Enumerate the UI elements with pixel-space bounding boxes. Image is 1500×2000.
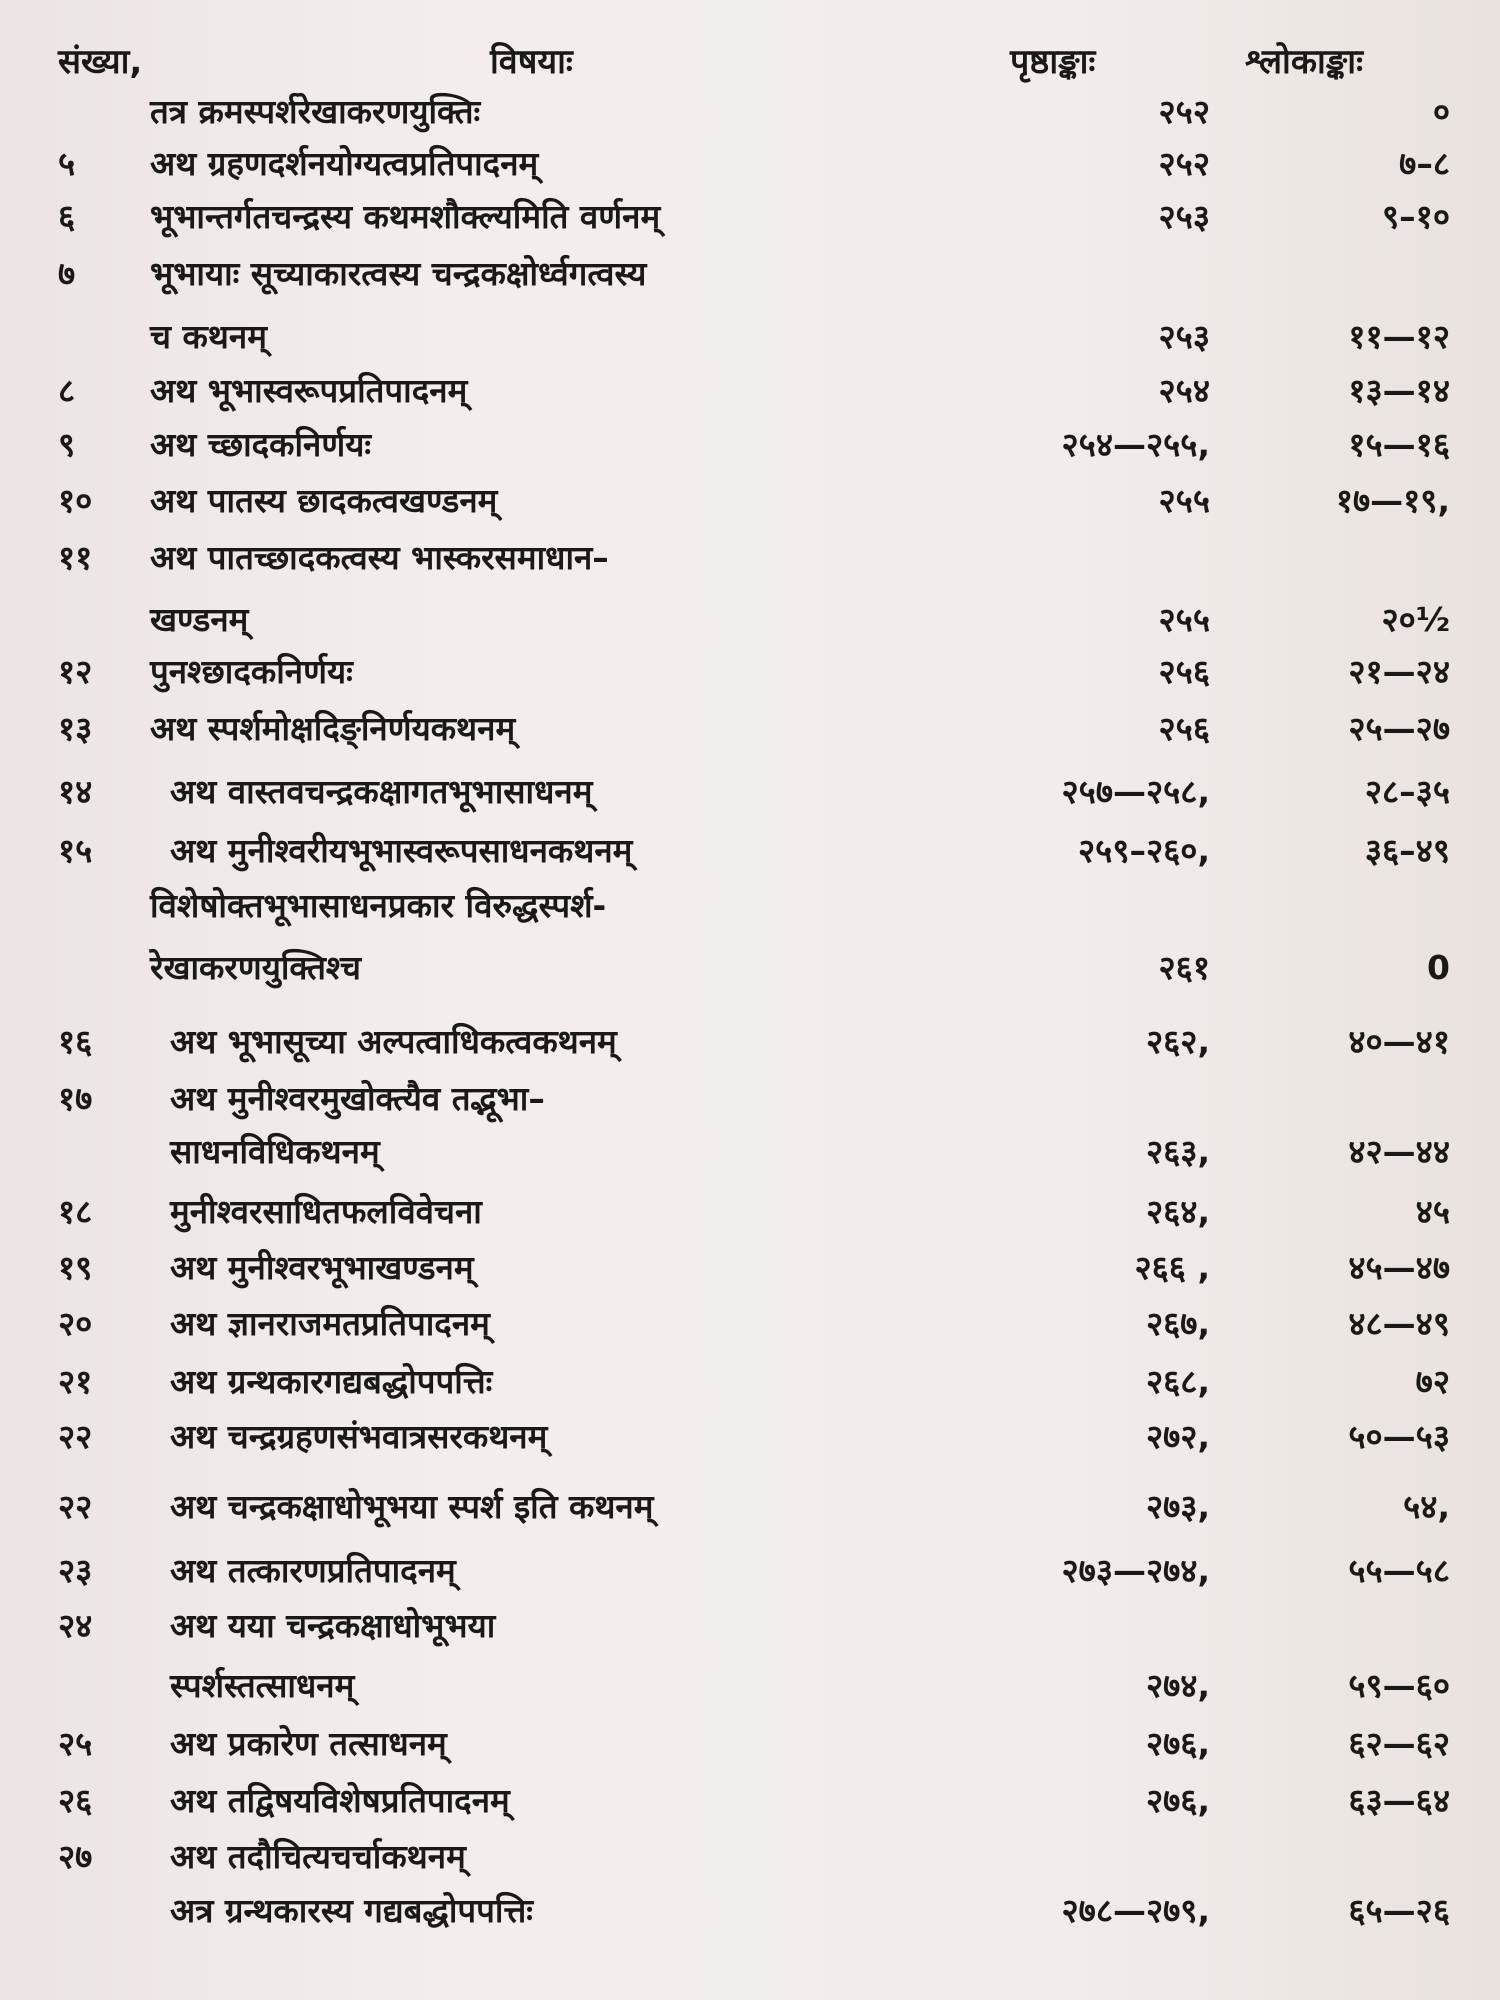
- toc-row: [0, 1300, 1500, 1348]
- entry-number: २२: [58, 1487, 93, 1526]
- entry-page: २५६: [1158, 709, 1210, 748]
- entry-title: अथ तत्कारणप्रतिपादनम्: [170, 1551, 456, 1590]
- entry-title: अथ तदौचित्यचर्चाकथनम्: [170, 1837, 466, 1876]
- entry-page: २७६,: [1145, 1724, 1210, 1763]
- entry-verse: ७–८: [1399, 144, 1450, 183]
- entry-verse: २५—२७: [1348, 709, 1450, 748]
- entry-title: अथ भूभासूच्या अल्पत्वाधिकत्वकथनम्: [170, 1022, 617, 1061]
- toc-row: [0, 1075, 1500, 1123]
- entry-verse: ४८—४९: [1348, 1304, 1450, 1343]
- entry-verse: १३—१४: [1348, 371, 1450, 410]
- entry-number: ७: [58, 254, 76, 293]
- toc-row: [0, 421, 1500, 469]
- entry-verse: ११—१२: [1348, 317, 1450, 356]
- entry-verse: २१—२४: [1348, 652, 1450, 691]
- entry-number: ९: [58, 425, 76, 464]
- entry-verse: ४०—४१: [1348, 1022, 1450, 1061]
- entry-number: २५: [58, 1724, 93, 1763]
- toc-row: [0, 596, 1500, 644]
- entry-title: पुनश्छादकनिर्णयः: [150, 652, 353, 691]
- entry-title: अथ पातस्य छादकत्वखण्डनम्: [150, 481, 498, 520]
- entry-title: खण्डनम्: [150, 600, 249, 639]
- entry-verse: ४२—४४: [1348, 1132, 1450, 1171]
- entry-page: २६६ ,: [1134, 1248, 1210, 1287]
- entry-page: २५५: [1158, 600, 1210, 639]
- entry-number: १९: [58, 1248, 93, 1287]
- entry-number: १०: [58, 481, 93, 520]
- entry-verse: ६५—२६: [1348, 1891, 1450, 1930]
- toc-row: [0, 1777, 1500, 1825]
- toc-row: [0, 88, 1500, 136]
- entry-verse: ३६–४९: [1364, 831, 1450, 870]
- entry-verse: २८–३५: [1364, 772, 1450, 811]
- entry-title: अथ चन्द्रग्रहणसंभवात्रसरकथनम्: [170, 1417, 548, 1456]
- toc-row: [0, 534, 1500, 582]
- toc-row: [0, 367, 1500, 415]
- entry-verse: ४५—४७: [1348, 1248, 1450, 1287]
- toc-row: [0, 1244, 1500, 1292]
- toc-row: [0, 648, 1500, 696]
- entry-number: १२: [58, 652, 93, 691]
- entry-number: २०: [58, 1304, 93, 1343]
- entry-page: २६७,: [1145, 1304, 1210, 1343]
- entry-number: २३: [58, 1551, 93, 1590]
- entry-title: अथ वास्तवचन्द्रकक्षागतभूभासाधनम्: [170, 772, 593, 811]
- entry-page: २५३: [1158, 197, 1210, 236]
- toc-row: [0, 1358, 1500, 1406]
- entry-verse: ५०—५३: [1348, 1417, 1450, 1456]
- toc-row: [0, 1188, 1500, 1236]
- entry-page: २६८,: [1145, 1362, 1210, 1401]
- entry-title: अथ ग्रन्थकारगद्यबद्धोपपत्तिः: [170, 1362, 493, 1401]
- header-page: पृष्ठाङ्काः: [1010, 42, 1096, 82]
- entry-title: अथ भूभास्वरूपप्रतिपादनम्: [150, 371, 468, 410]
- entry-number: २१: [58, 1362, 93, 1401]
- entry-verse: १५—१६: [1348, 425, 1450, 464]
- toc-row: [0, 1720, 1500, 1768]
- toc-row: [0, 193, 1500, 241]
- toc-row: [0, 882, 1500, 930]
- toc-row: [0, 250, 1500, 298]
- entry-title: विशेषोक्तभूभासाधनप्रकार विरुद्धस्पर्श-: [150, 886, 607, 925]
- entry-number: १४: [58, 772, 93, 811]
- entry-title: अथ चन्द्रकक्षाधोभूभया स्पर्श इति कथनम्: [170, 1487, 654, 1526]
- entry-page: २५७—२५८,: [1061, 772, 1210, 811]
- toc-row: [0, 1018, 1500, 1066]
- toc-row: [0, 313, 1500, 361]
- entry-verse: १७—१९,: [1335, 481, 1450, 520]
- entry-number: २६: [58, 1781, 93, 1820]
- entry-verse: ६३—६४: [1348, 1781, 1450, 1820]
- entry-title: अथ ज्ञानराजमतप्रतिपादनम्: [170, 1304, 490, 1343]
- toc-row: [0, 477, 1500, 525]
- entry-page: २७६,: [1145, 1781, 1210, 1820]
- toc-row: [0, 140, 1500, 188]
- entry-verse: ४५: [1415, 1192, 1450, 1231]
- entry-number: १५: [58, 831, 93, 870]
- entry-number: २४: [58, 1606, 93, 1645]
- entry-number: ६: [58, 197, 76, 236]
- entry-page: २७३—२७४,: [1061, 1551, 1210, 1590]
- entry-page: २५५: [1158, 481, 1210, 520]
- entry-page: २६२,: [1145, 1022, 1210, 1061]
- entry-title: अथ मुनीश्वरीयभूभास्वरूपसाधनकथनम्: [170, 831, 633, 870]
- entry-title: तत्र क्रमस्पर्शरेखाकरणयुक्तिः: [150, 92, 481, 131]
- entry-number: ५: [58, 144, 76, 183]
- entry-page: २५६: [1158, 652, 1210, 691]
- toc-row: [0, 1602, 1500, 1650]
- toc-row: [0, 1662, 1500, 1710]
- entry-title: भूभान्तर्गतचन्द्रस्य कथमशौक्ल्यमिति वर्णनम्: [150, 197, 661, 236]
- toc-row: [0, 944, 1500, 992]
- toc-row: [0, 1483, 1500, 1531]
- entry-title: अत्र ग्रन्थकारस्य गद्यबद्धोपपत्तिः: [170, 1891, 533, 1930]
- entry-page: २६४,: [1145, 1192, 1210, 1231]
- entry-page: २५९–२६०,: [1078, 831, 1210, 870]
- entry-title: अथ ग्रहणदर्शनयोग्यत्वप्रतिपादनम्: [150, 144, 539, 183]
- entry-title: साधनविधिकथनम्: [170, 1132, 380, 1171]
- entry-page: २७३,: [1145, 1487, 1210, 1526]
- header-verse: श्लोकाङ्काः: [1245, 42, 1363, 82]
- entry-page: २५४: [1158, 371, 1210, 410]
- entry-verse: ९–१०: [1382, 197, 1450, 236]
- toc-row: [0, 1128, 1500, 1176]
- entry-title: अथ मुनीश्वरभूभाखण्डनम्: [170, 1248, 474, 1287]
- toc-row: [0, 1547, 1500, 1595]
- entry-verse: ५९—६०: [1348, 1666, 1450, 1705]
- entry-verse: ५५—५८: [1348, 1551, 1450, 1590]
- entry-verse: 0: [1427, 948, 1450, 987]
- toc-row: [0, 1887, 1500, 1935]
- entry-page: २७२,: [1145, 1417, 1210, 1456]
- entry-page: २७८—२७९,: [1061, 1891, 1210, 1930]
- entry-page: २५३: [1158, 317, 1210, 356]
- header-subject: विषयाः: [490, 42, 573, 82]
- entry-number: १७: [58, 1079, 93, 1118]
- entry-title: अथ स्पर्शमोक्षदिङ्निर्णयकथनम्: [150, 709, 516, 748]
- entry-verse: २०½: [1381, 600, 1450, 639]
- entry-verse: ७२: [1415, 1362, 1450, 1401]
- toc-row: [0, 827, 1500, 875]
- entry-number: २२: [58, 1417, 93, 1456]
- toc-row: [0, 768, 1500, 816]
- entry-page: २६१: [1158, 948, 1210, 987]
- entry-title: रेखाकरणयुक्तिश्च: [150, 948, 361, 987]
- entry-number: १६: [58, 1022, 93, 1061]
- entry-title: अथ पातच्छादकत्वस्य भास्करसमाधान–: [150, 538, 609, 577]
- entry-verse: ०: [1432, 92, 1450, 131]
- entry-verse: ६२—६२: [1348, 1724, 1450, 1763]
- entry-title: च कथनम्: [150, 317, 267, 356]
- entry-title: अथ तद्विषयविशेषप्रतिपादनम्: [170, 1781, 510, 1820]
- entry-number: २७: [58, 1837, 93, 1876]
- entry-title: अथ च्छादकनिर्णयः: [150, 425, 372, 464]
- entry-number: ११: [58, 538, 93, 577]
- entry-number: १३: [58, 709, 93, 748]
- entry-number: ८: [58, 371, 76, 410]
- entry-title: स्पर्शस्तत्साधनम्: [170, 1666, 355, 1705]
- entry-title: मुनीश्वरसाधितफलविवेचना: [170, 1192, 482, 1231]
- entry-page: २७४,: [1145, 1666, 1210, 1705]
- entry-page: २५४—२५५,: [1061, 425, 1210, 464]
- entry-page: २६३,: [1145, 1132, 1210, 1171]
- toc-row: [0, 1833, 1500, 1881]
- entry-page: २५२: [1158, 144, 1210, 183]
- entry-verse: ५४,: [1403, 1487, 1450, 1526]
- entry-title: भूभायाः सूच्याकारत्वस्य चन्द्रकक्षोर्ध्वगत्वस्य: [150, 254, 647, 293]
- entry-title: अथ यया चन्द्रकक्षाधोभूभया: [170, 1606, 496, 1645]
- toc-row: [0, 1413, 1500, 1461]
- header-row: [0, 38, 1500, 86]
- entry-number: १८: [58, 1192, 93, 1231]
- entry-title: अथ मुनीश्वरमुखोक्त्यैव तद्भूभा–: [170, 1079, 545, 1118]
- entry-page: २५२: [1158, 92, 1210, 131]
- header-number: संख्या,: [58, 42, 143, 82]
- entry-title: अथ प्रकारेण तत्साधनम्: [170, 1724, 447, 1763]
- toc-row: [0, 705, 1500, 753]
